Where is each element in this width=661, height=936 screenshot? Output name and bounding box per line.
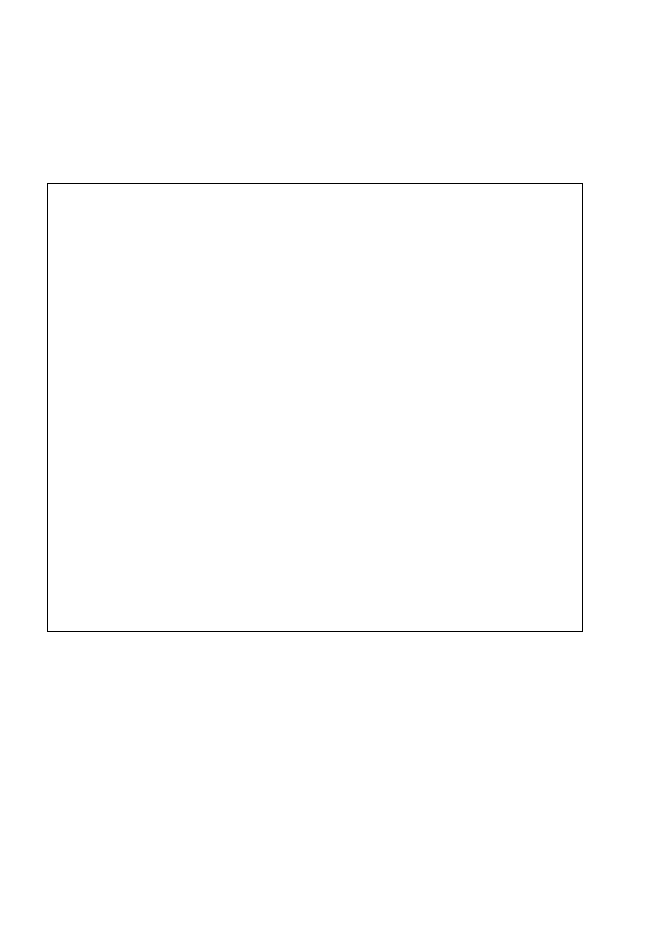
- column-description-header: [117, 338, 304, 365]
- supplier-code-label: [206, 308, 304, 337]
- stage-preproduction-label: [157, 184, 205, 224]
- column-class-header: [395, 338, 432, 365]
- other-approval-1-label: [433, 280, 583, 308]
- control-plan-number-label: [48, 224, 304, 252]
- supplier-plant-approval-label: [305, 280, 432, 337]
- part-name-label: [48, 280, 304, 308]
- column-number-header: [48, 338, 116, 365]
- other-approval-2-label: [433, 308, 583, 337]
- column-spec-header: [305, 338, 394, 365]
- part-number-rev-label: [48, 252, 304, 280]
- core-team-label: [305, 224, 432, 280]
- contact-info-label: [305, 184, 432, 224]
- customer-eng-approval-label: [433, 224, 583, 252]
- column-illustration-header: [433, 338, 583, 365]
- date-created-label: [433, 184, 507, 224]
- date-revised-label: [508, 184, 583, 224]
- stage-prototype-label: [68, 184, 117, 224]
- supplier-plant-label: [48, 308, 205, 337]
- stage-production-label: [247, 184, 304, 224]
- customer-quality-approval-label: [433, 252, 583, 280]
